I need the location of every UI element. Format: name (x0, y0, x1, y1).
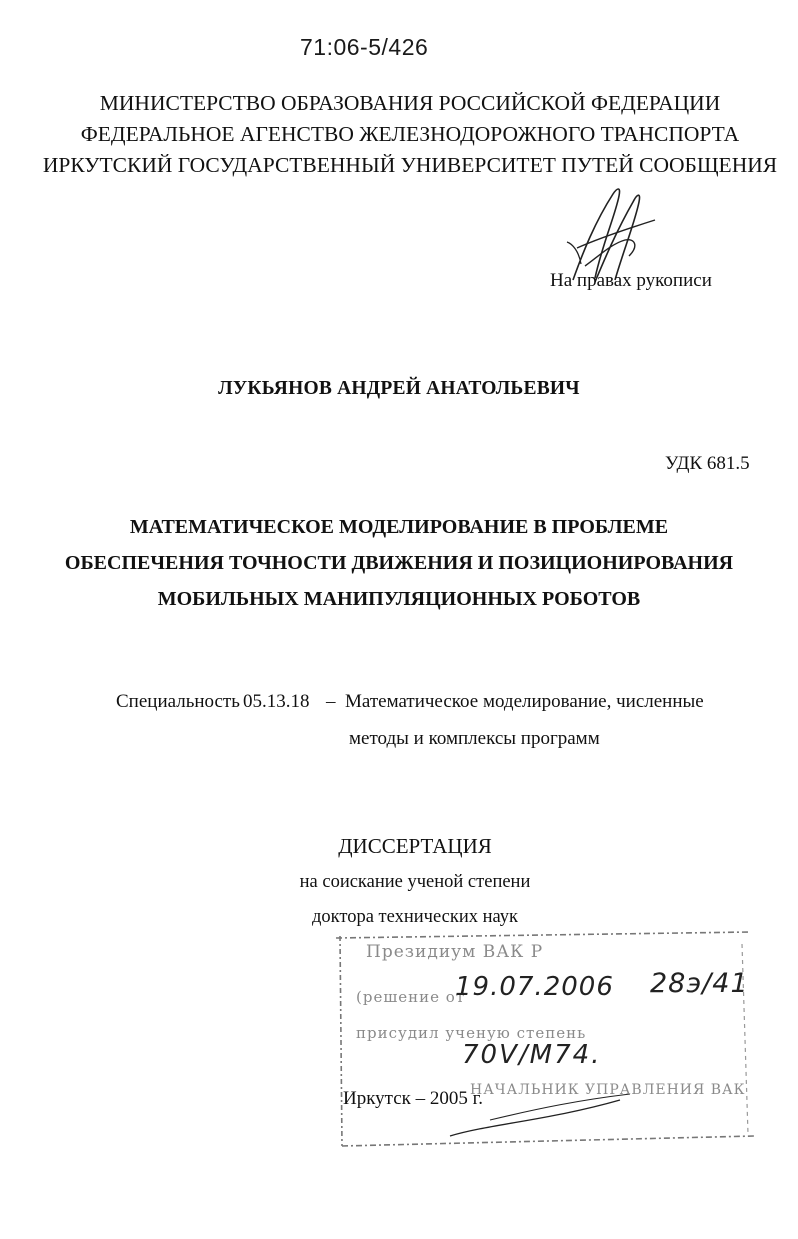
title-line-1: МАТЕМАТИЧЕСКОЕ МОДЕЛИРОВАНИЕ В ПРОБЛЕМЕ (129, 516, 669, 538)
handwritten-reference: 70V/M74. (462, 1040, 602, 1070)
stamp-line-presidium: Президиум ВАК Р (366, 942, 544, 962)
institution-ministry: МИНИСТЕРСТВО ОБРАЗОВАНИЯ РОССИЙСКОЙ ФЕДЕРАЦИИ (99, 91, 721, 115)
specialty-code: 05.13.18 (243, 691, 310, 712)
institution-agency: ФЕДЕРАЛЬНОЕ АГЕНСТВО ЖЕЛЕЗНОДОРОЖНОГО ТРАНСПОРТА (80, 122, 740, 146)
specialty-name-line1: Математическое моделирование, численные (345, 691, 704, 712)
udk-code: УДК 681.5 (665, 453, 750, 474)
institution-header (40, 88, 780, 181)
manuscript-rights-label: На правах рукописи (550, 270, 712, 291)
title-line-2: ОБЕСПЕЧЕНИЯ ТОЧНОСТИ ДВИЖЕНИЯ И ПОЗИЦИОНИРОВАНИЯ (64, 552, 734, 574)
specialty-name-line2: методы и комплексы программ (349, 728, 600, 749)
handwritten-number: 28э/41 (650, 968, 749, 999)
catalog-number: 71:06-5/426 (300, 34, 429, 60)
specialty-label: Специальность (116, 691, 240, 712)
stamp-line-head: НАЧАЛЬНИК УПРАВЛЕНИЯ ВАК (470, 1082, 746, 1098)
stamp-line-decision: (решение от (356, 988, 466, 1006)
title-line-3: МОБИЛЬНЫХ МАНИПУЛЯЦИОННЫХ РОБОТОВ (157, 588, 641, 610)
degree-line-1: на соискание ученой степени (299, 872, 531, 892)
dissertation-title (0, 509, 798, 617)
document-type: ДИССЕРТАЦИЯ (338, 834, 492, 858)
author-name: ЛУКЬЯНОВ АНДРЕЙ АНАТОЛЬЕВИЧ (218, 378, 580, 399)
degree-line-2: доктора технических наук (311, 907, 519, 927)
place-year: Иркутск – 2005 г. (343, 1088, 484, 1109)
handwritten-date: 19.07.2006 (455, 972, 614, 1002)
specialty-dash: – (326, 691, 336, 712)
institution-university: ИРКУТСКИЙ ГОСУДАРСТВЕННЫЙ УНИВЕРСИТЕТ ПУТЕЙ СООБЩЕНИЯ (42, 153, 778, 177)
stamp-line-awarded: присудил ученую степень (356, 1024, 587, 1042)
